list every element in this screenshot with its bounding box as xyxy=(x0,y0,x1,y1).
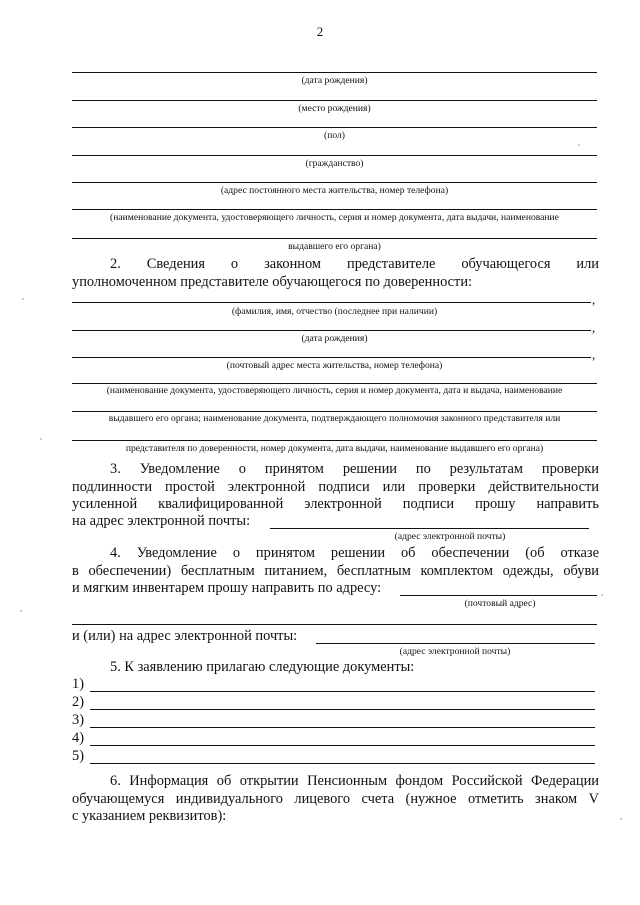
rep-document-caption-2: выдавшего его органа; наименование документа, подтверждающего полномочия законного представителя или xyxy=(108,413,561,424)
rep-birth-date-line[interactable] xyxy=(72,330,591,331)
section-4-postal-line-2[interactable] xyxy=(72,624,597,625)
section-4-postal-input[interactable] xyxy=(400,595,597,596)
section-4-email-input[interactable] xyxy=(316,643,595,644)
doc-item-5-label: 5) xyxy=(72,748,84,764)
rep-authority-line[interactable] xyxy=(72,440,597,441)
id-issuer-line[interactable] xyxy=(72,238,597,239)
scan-speck xyxy=(620,818,622,820)
section-2-line-1: 2. Сведения о законном представителе обучающегося или xyxy=(110,256,599,272)
rep-address-caption: (почтовый адрес места жительства, номер телефона) xyxy=(226,360,443,371)
birth-date-caption: (дата рождения) xyxy=(301,75,368,86)
id-document-line[interactable] xyxy=(72,209,597,210)
section-3-text xyxy=(72,461,599,514)
citizenship-caption: (гражданство) xyxy=(305,158,364,169)
section-3-line-3: усиленной квалифицированной электронной подписи прошу направить xyxy=(72,496,599,512)
section-4-line-1: 4. Уведомление о принятом решении об обеспечении (об отказе xyxy=(110,545,599,561)
citizenship-line[interactable] xyxy=(72,155,597,156)
doc-item-1-input[interactable] xyxy=(90,691,595,692)
rep-document-caption-3: представителя по доверенности, номер документа, дата выдачи, наименование выдавшего его органа) xyxy=(125,443,544,454)
section-3-line-2: подлинности простой электронной подписи или проверки действительности xyxy=(72,478,599,495)
doc-item-1-label: 1) xyxy=(72,676,84,692)
scan-speck xyxy=(22,298,24,300)
address-phone-caption: (адрес постоянного места жительства, номер телефона) xyxy=(220,185,449,196)
rep-address-line[interactable] xyxy=(72,357,591,358)
section-6-line-1: 6. Информация об открытии Пенсионным фондом Российской Федерации xyxy=(110,773,599,789)
rep-issuer-line[interactable] xyxy=(72,411,597,412)
section-6-line-3: с указанием реквизитов): xyxy=(72,808,227,824)
section-4-email-caption: (адрес электронной почты) xyxy=(399,646,511,657)
section-6-line-2: обучающемуся индивидуального лицевого счета (нужное отметить знаком V xyxy=(72,790,599,807)
scan-speck xyxy=(20,610,22,612)
section-5-title: 5. К заявлению прилагаю следующие документы: xyxy=(110,659,415,675)
doc-item-5-input[interactable] xyxy=(90,763,595,764)
section-4-line-3: и мягким инвентарем прошу направить по адресу: xyxy=(72,580,382,596)
section-4-email-label: и (или) на адрес электронной почты: xyxy=(72,628,298,644)
sex-caption: (пол) xyxy=(324,130,345,141)
scan-speck xyxy=(40,438,42,440)
birth-place-line[interactable] xyxy=(72,100,597,101)
section-3-line-4: на адрес электронной почты: xyxy=(72,513,251,529)
section-4-text xyxy=(72,545,599,580)
address-phone-line[interactable] xyxy=(72,182,597,183)
comma: , xyxy=(592,320,596,335)
doc-item-4-label: 4) xyxy=(72,730,84,746)
comma: , xyxy=(592,347,596,362)
section-2-line-2: уполномоченном представителе обучающегося по доверенности: xyxy=(72,273,473,290)
section-3-email-input[interactable] xyxy=(270,528,589,529)
birth-date-line[interactable] xyxy=(72,72,597,73)
rep-fio-caption: (фамилия, имя, отчество (последнее при наличии) xyxy=(231,306,438,317)
scan-speck xyxy=(578,144,580,146)
birth-place-caption: (место рождения) xyxy=(298,103,371,114)
doc-item-3-input[interactable] xyxy=(90,727,595,728)
section-3-email-caption: (адрес электронной почты) xyxy=(394,531,506,542)
rep-document-line[interactable] xyxy=(72,383,597,384)
section-2-heading xyxy=(72,256,599,291)
doc-item-2-input[interactable] xyxy=(90,709,595,710)
scan-speck xyxy=(601,594,603,596)
doc-item-3-label: 3) xyxy=(72,712,84,728)
doc-item-4-input[interactable] xyxy=(90,745,595,746)
section-4-postal-caption: (почтовый адрес) xyxy=(464,598,536,609)
rep-fio-line[interactable] xyxy=(72,302,591,303)
page-number: 2 xyxy=(316,24,324,39)
section-6-text xyxy=(72,773,599,826)
doc-item-2-label: 2) xyxy=(72,694,84,710)
section-3-line-1: 3. Уведомление о принятом решении по результатам проверки xyxy=(110,461,599,477)
id-document-caption-2: выдавшего его органа) xyxy=(288,241,381,252)
section-4-line-2: в обеспечении) бесплатным питанием, бесплатным комплектом одежды, обуви xyxy=(72,562,599,579)
id-document-caption-1: (наименование документа, удостоверяющего личность, серия и номер документа, дата выдачи, наименование xyxy=(110,212,559,223)
rep-birth-date-caption: (дата рождения) xyxy=(301,333,368,344)
comma: , xyxy=(592,292,596,307)
sex-line[interactable] xyxy=(72,127,597,128)
rep-document-caption-1: (наименование документа, удостоверяющего личность, серия и номер документа, дата и выдача, наименование xyxy=(106,385,563,396)
